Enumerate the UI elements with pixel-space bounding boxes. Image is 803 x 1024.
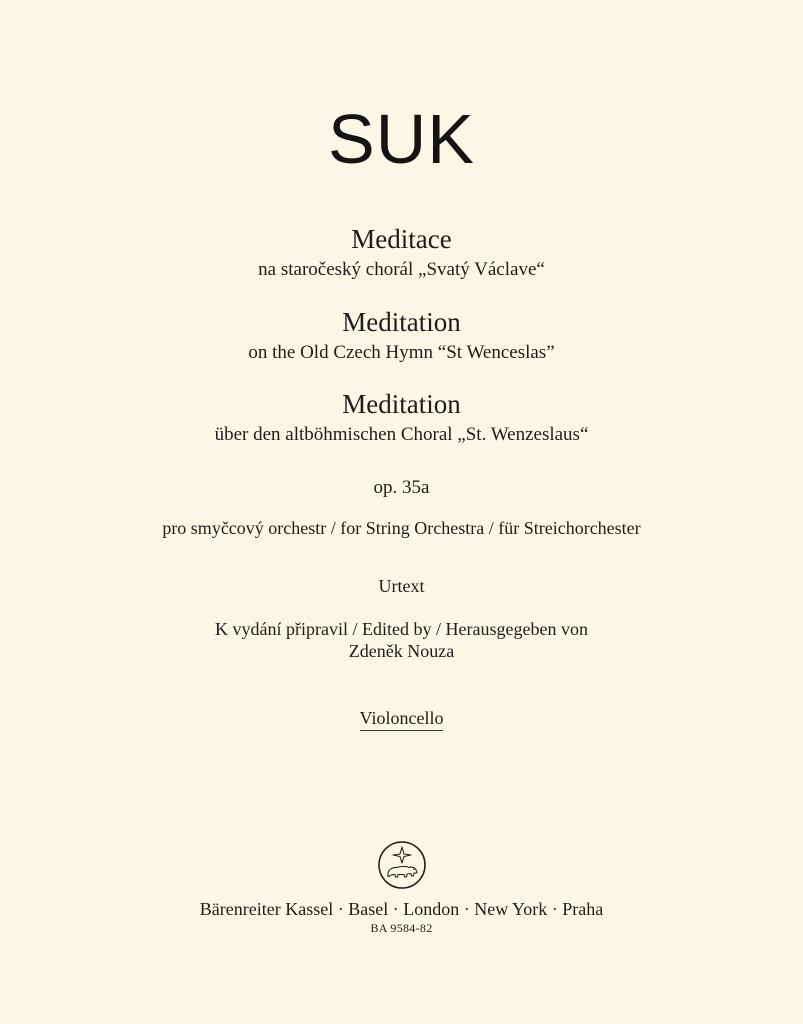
composer-name: SUK bbox=[328, 100, 475, 178]
title-german: Meditation bbox=[342, 389, 461, 419]
scoring-line: pro smyčcový orchestr / for String Orchestra / für Streichorchester bbox=[162, 518, 641, 538]
editor-name: Zdeněk Nouza bbox=[348, 641, 455, 661]
publisher-cities: Bärenreiter Kassel · Basel · London · New York · Praha bbox=[199, 899, 604, 919]
subtitle-czech: na staročeský chorál „Svatý Václave“ bbox=[258, 259, 545, 280]
opus-number: op. 35a bbox=[373, 477, 430, 498]
part-label: Violoncello bbox=[360, 709, 444, 731]
baerenreiter-bear-logo-icon bbox=[377, 840, 427, 890]
urtext-label: Urtext bbox=[378, 576, 425, 596]
title-english: Meditation bbox=[342, 307, 461, 337]
catalog-number: BA 9584-82 bbox=[370, 921, 433, 935]
title-czech: Meditace bbox=[351, 224, 452, 254]
part-name bbox=[0, 709, 803, 731]
subtitle-german: über den altböhmischen Choral „St. Wenzeslaus“ bbox=[214, 424, 589, 445]
subtitle-english: on the Old Czech Hymn “St Wenceslas” bbox=[248, 342, 555, 363]
edited-by-label: K vydání připravil / Edited by / Herausgegeben von bbox=[215, 619, 588, 639]
